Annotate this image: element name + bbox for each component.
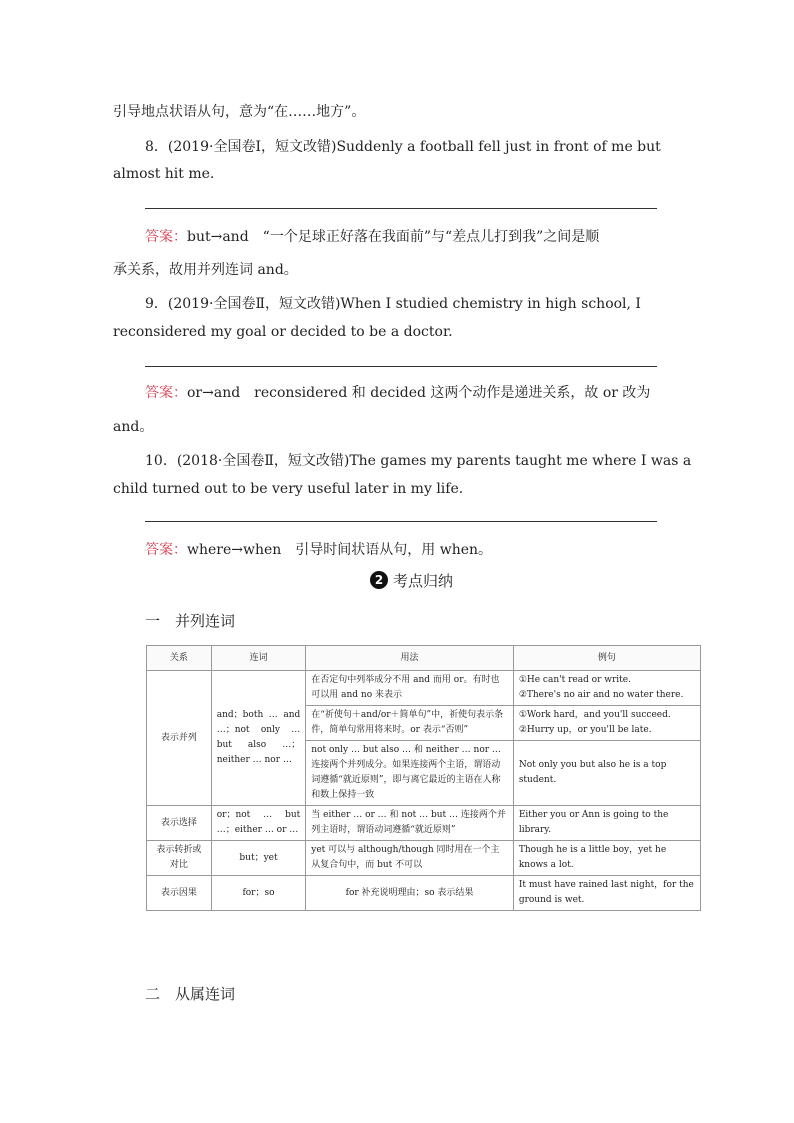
- conjunction-cell: for；so: [211, 876, 306, 911]
- conjunction-cell: but；yet: [211, 841, 306, 876]
- answer-text: but→and “一个足球正好落在我面前”与“差点儿打到我”之间是顺: [187, 229, 600, 245]
- usage-cell: not only … but also … 和 neither … nor … 连接两个并列成分。如果连接两个主语，谓语动词遵循“就近原则”，即与离它最近的主语在人称和数上保持一致: [306, 741, 514, 806]
- answer-9-line1: [145, 382, 650, 402]
- relation-cell: 表示转折或对比: [147, 841, 212, 876]
- intro-line: 引导地点状语从句，意为“在……地方”。: [113, 104, 366, 120]
- example-cell: It must have rained last night，for the ground is wet.: [513, 876, 700, 911]
- question-10-line1: 10．(2018·全国卷Ⅱ，短文改错)The games my parents taught me where I was a: [145, 453, 692, 469]
- answer-label: 答案：: [145, 385, 187, 401]
- example-cell: ①Work hard，and you'll succeed. ②Hurry up，or you'll be late.: [513, 706, 700, 741]
- usage-cell: for 补充说明理由；so 表示结果: [306, 876, 514, 911]
- column-header: 关系: [147, 646, 212, 671]
- question-9-line1: 9．(2019·全国卷Ⅱ，短文改错)When I studied chemistry in high school, I: [145, 296, 641, 312]
- answer-label: 答案：: [145, 542, 187, 558]
- answer-rule: [145, 521, 657, 522]
- question-8-line1: 8．(2019·全国卷Ⅰ，短文改错)Suddenly a football fell just in front of me but: [145, 139, 661, 155]
- answer-label: 答案：: [145, 229, 187, 245]
- example-cell: Not only you but also he is a top student.: [513, 741, 700, 806]
- question-9-line2: reconsidered my goal or decided to be a doctor.: [113, 324, 453, 340]
- table-row: [147, 806, 701, 841]
- answer-text: or→and reconsidered 和 decided 这两个动作是递进关系，故 or 改为: [187, 385, 651, 401]
- table-row: [147, 876, 701, 911]
- answer-rule: [145, 208, 657, 209]
- usage-cell: 在否定句中列举成分不用 and 而用 or。有时也可以用 and no 来表示: [306, 671, 514, 706]
- answer-text: where→when 引导时间状语从句，用 when。: [187, 542, 493, 558]
- example-cell: Though he is a little boy，yet he knows a lot.: [513, 841, 700, 876]
- table-row: [147, 671, 701, 706]
- column-header: 例句: [513, 646, 700, 671]
- example-cell: Either you or Ann is going to the library.: [513, 806, 700, 841]
- relation-cell: 表示并列: [147, 671, 212, 806]
- answer-10-line1: [145, 539, 492, 559]
- usage-cell: yet 可以与 although/though 同时用在一个主从复合句中，而 but 不可以: [306, 841, 514, 876]
- example-cell: ①He can't read or write. ②There's no air and no water there.: [513, 671, 700, 706]
- conjunction-cell: or；not … but …；either … or …: [211, 806, 306, 841]
- answer-8-line1: [145, 226, 599, 246]
- table-row: [147, 841, 701, 876]
- section-title: 考点归纳: [393, 572, 454, 590]
- heading-subordinating-conjunctions: 二 从属连词: [145, 985, 236, 1003]
- conjunction-table: [146, 645, 701, 911]
- answer-rule: [145, 366, 657, 367]
- relation-cell: 表示因果: [147, 876, 212, 911]
- section-number-badge: 2: [370, 571, 388, 589]
- column-header: 用法: [306, 646, 514, 671]
- usage-cell: 当 either … or … 和 not … but … 连接两个并列主语时，谓语动词遵循“就近原则”: [306, 806, 514, 841]
- usage-cell: 在“祈使句＋and/or＋简单句”中，祈使句表示条件，简单句常用将来时。or 表示“否则”: [306, 706, 514, 741]
- column-header: 连词: [211, 646, 306, 671]
- question-8-line2: almost hit me.: [113, 166, 215, 182]
- answer-8-line2: 承关系，故用并列连词 and。: [113, 262, 298, 278]
- conjunction-cell: and；both … and …；not only … but also …；neither … nor …: [211, 671, 306, 806]
- question-10-line2: child turned out to be very useful later in my life.: [113, 481, 464, 497]
- relation-cell: 表示选择: [147, 806, 212, 841]
- answer-9-line2: and。: [113, 419, 154, 435]
- table-header-row: [147, 646, 701, 671]
- heading-coordinating-conjunctions: 一 并列连词: [145, 612, 236, 630]
